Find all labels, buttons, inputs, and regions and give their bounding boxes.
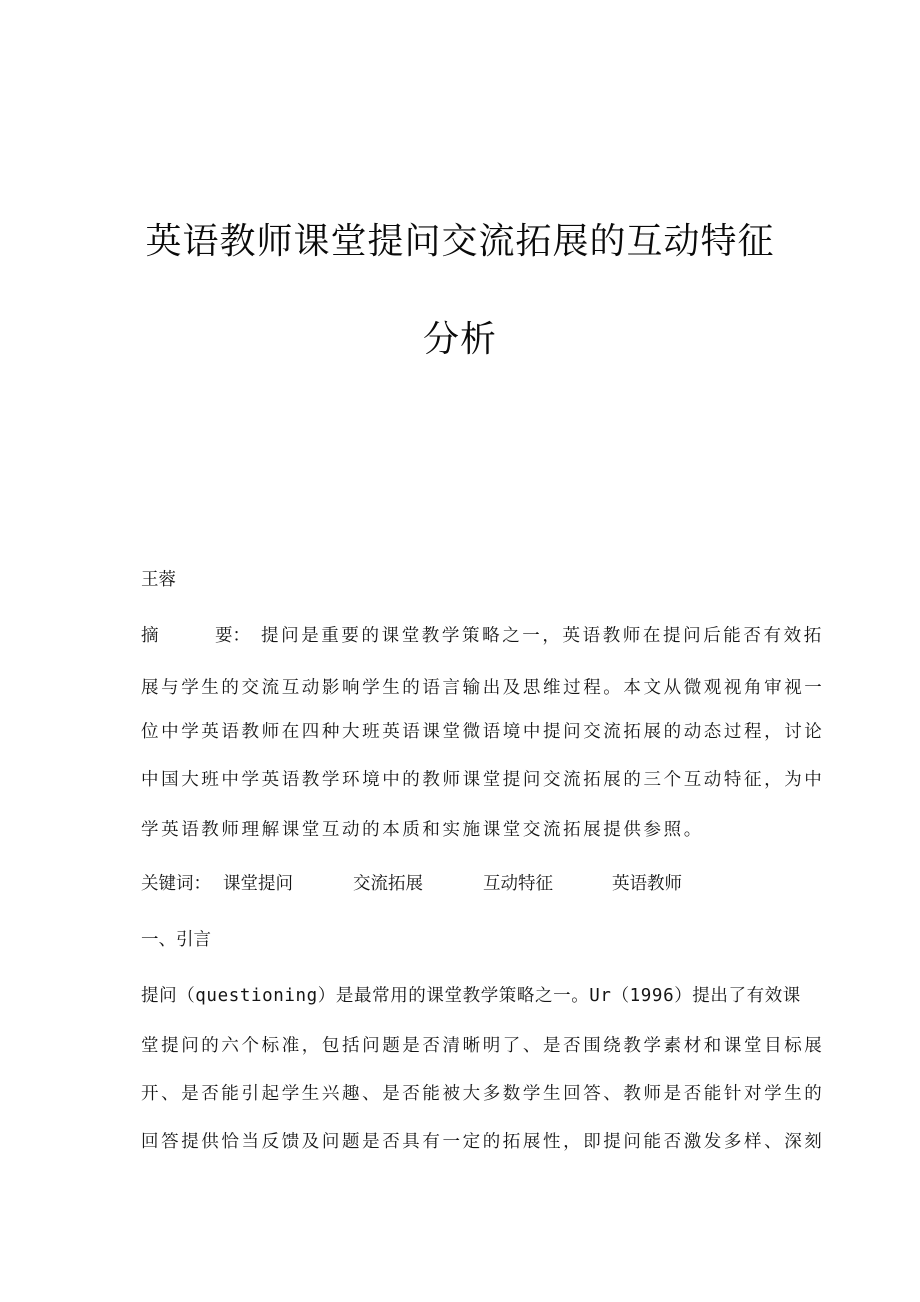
keyword-item: 互动特征 bbox=[483, 874, 553, 894]
body-line: 提问（questioning）是最常用的课堂教学策略之一。Ur（1996）提出了有效课 bbox=[141, 986, 801, 1006]
abstract-line: 位中学英语教师在四种大班英语课堂微语境中提问交流拓展的动态过程，讨论 bbox=[141, 722, 825, 742]
keywords-label: 关键词： bbox=[141, 874, 211, 894]
keyword-item: 交流拓展 bbox=[353, 874, 423, 894]
abstract-label-part2: 要： bbox=[215, 626, 250, 646]
abstract-line: 学英语教师理解课堂互动的本质和实施课堂交流拓展提供参照。 bbox=[141, 820, 704, 840]
abstract-line: 提问是重要的课堂教学策略之一，英语教师在提问后能否有效拓 bbox=[261, 626, 824, 646]
abstract-line: 中国大班中学英语教学环境中的教师课堂提问交流拓展的三个互动特征，为中 bbox=[141, 770, 825, 790]
body-line: 堂提问的六个标准，包括问题是否清晰明了、是否围绕教学素材和课堂目标展 bbox=[141, 1036, 825, 1056]
abstract-label-part1: 摘 bbox=[141, 626, 159, 646]
keyword-item: 课堂提问 bbox=[223, 874, 293, 894]
body-line: 回答提供恰当反馈及问题是否具有一定的拓展性，即提问能否激发多样、深刻 bbox=[141, 1132, 825, 1152]
author-name: 王蓉 bbox=[141, 570, 176, 590]
keyword-item: 英语教师 bbox=[612, 874, 682, 894]
abstract-line: 展与学生的交流互动影响学生的语言输出及思维过程。本文从微观视角审视一 bbox=[141, 678, 825, 698]
body-line: 开、是否能引起学生兴趣、是否能被大多数学生回答、教师是否能针对学生的 bbox=[141, 1084, 825, 1104]
paper-title-line-2: 分析 bbox=[422, 319, 497, 360]
section-heading: 一、引言 bbox=[141, 930, 211, 950]
paper-title-line-1: 英语教师课堂提问交流拓展的互动特征 bbox=[145, 221, 775, 262]
